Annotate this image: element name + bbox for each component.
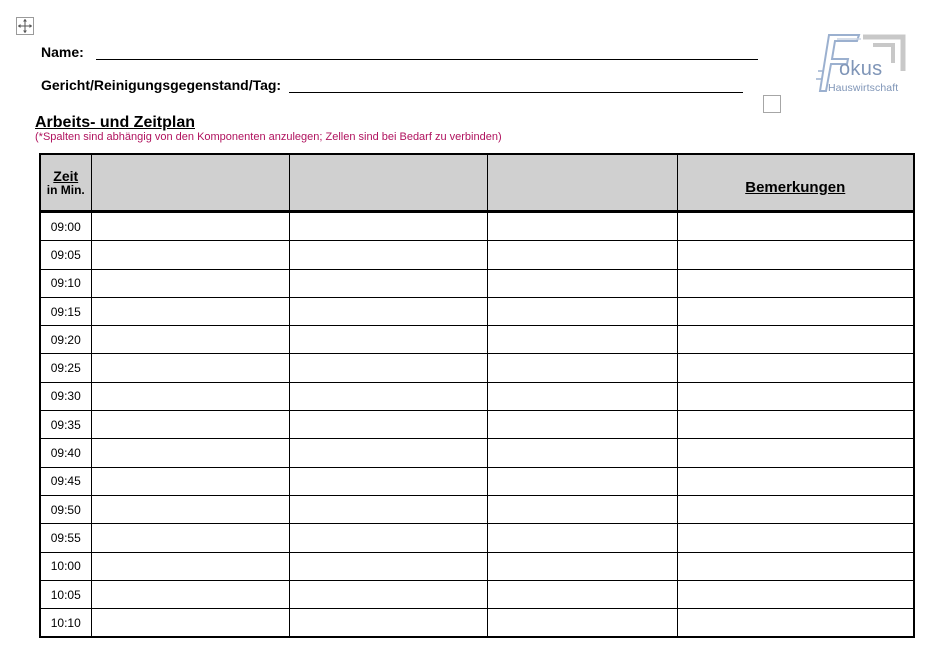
gericht-field-row: [41, 77, 743, 93]
table-header-row: [40, 154, 914, 212]
task-cell[interactable]: [487, 495, 677, 523]
table-row: [40, 212, 914, 241]
remarks-cell[interactable]: [677, 354, 914, 382]
header-zeit-sub: in Min.: [46, 182, 85, 197]
table-row: [40, 467, 914, 495]
task-cell[interactable]: [91, 354, 289, 382]
task-cell[interactable]: [289, 297, 487, 325]
name-field-row: [41, 44, 758, 60]
checkbox-placeholder[interactable]: [763, 95, 781, 113]
task-cell[interactable]: [487, 467, 677, 495]
schedule-table: [39, 153, 915, 638]
task-cell[interactable]: [487, 439, 677, 467]
table-row: [40, 269, 914, 297]
time-cell: 10:05: [40, 580, 91, 608]
remarks-cell[interactable]: [677, 326, 914, 354]
time-cell: 09:45: [40, 467, 91, 495]
time-cell: 09:25: [40, 354, 91, 382]
task-cell[interactable]: [91, 212, 289, 241]
header-zeit-title: Zeit: [53, 167, 79, 184]
task-cell[interactable]: [289, 524, 487, 552]
time-cell: 09:30: [40, 382, 91, 410]
task-cell[interactable]: [289, 354, 487, 382]
task-cell[interactable]: [289, 212, 487, 241]
time-cell: 09:20: [40, 326, 91, 354]
task-cell[interactable]: [289, 241, 487, 269]
task-cell[interactable]: [91, 326, 289, 354]
task-cell[interactable]: [91, 439, 289, 467]
time-cell: 09:00: [40, 212, 91, 241]
task-cell[interactable]: [289, 609, 487, 638]
task-cell[interactable]: [487, 354, 677, 382]
task-cell[interactable]: [487, 241, 677, 269]
remarks-cell[interactable]: [677, 411, 914, 439]
section-note: (*Spalten sind abhängig von den Komponenten anzulegen; Zellen sind bei Bedarf zu verbinden): [35, 131, 502, 143]
task-cell[interactable]: [487, 609, 677, 638]
remarks-cell[interactable]: [677, 297, 914, 325]
task-cell[interactable]: [289, 411, 487, 439]
table-row: [40, 495, 914, 523]
gericht-label: Gericht/Reinigungsgegenstand/Tag:: [41, 77, 282, 93]
remarks-cell[interactable]: [677, 467, 914, 495]
task-cell[interactable]: [289, 580, 487, 608]
task-cell[interactable]: [91, 382, 289, 410]
time-cell: 09:15: [40, 297, 91, 325]
header-col-2[interactable]: [91, 154, 289, 212]
remarks-cell[interactable]: [677, 609, 914, 638]
header-col-4[interactable]: [487, 154, 677, 212]
time-cell: 10:00: [40, 552, 91, 580]
table-row: [40, 609, 914, 638]
task-cell[interactable]: [487, 382, 677, 410]
task-cell[interactable]: [91, 411, 289, 439]
remarks-cell[interactable]: [677, 212, 914, 241]
task-cell[interactable]: [91, 552, 289, 580]
time-cell: 09:50: [40, 495, 91, 523]
remarks-cell[interactable]: [677, 580, 914, 608]
name-label: Name:: [41, 44, 84, 60]
task-cell[interactable]: [91, 524, 289, 552]
remarks-cell[interactable]: [677, 524, 914, 552]
remarks-cell[interactable]: [677, 241, 914, 269]
task-cell[interactable]: [289, 495, 487, 523]
task-cell[interactable]: [289, 382, 487, 410]
time-cell: 09:35: [40, 411, 91, 439]
task-cell[interactable]: [289, 467, 487, 495]
remarks-cell[interactable]: [677, 495, 914, 523]
table-row: [40, 439, 914, 467]
task-cell[interactable]: [91, 297, 289, 325]
task-cell[interactable]: [91, 609, 289, 638]
task-cell[interactable]: [487, 524, 677, 552]
task-cell[interactable]: [289, 269, 487, 297]
task-cell[interactable]: [487, 411, 677, 439]
task-cell[interactable]: [289, 552, 487, 580]
table-row: [40, 297, 914, 325]
logo-word: okus: [839, 58, 883, 80]
task-cell[interactable]: [487, 269, 677, 297]
table-row: [40, 411, 914, 439]
task-cell[interactable]: [91, 495, 289, 523]
header-col-3[interactable]: [289, 154, 487, 212]
remarks-cell[interactable]: [677, 439, 914, 467]
section-title: Arbeits- und Zeitplan: [35, 114, 195, 131]
time-cell: 10:10: [40, 609, 91, 638]
remarks-cell[interactable]: [677, 269, 914, 297]
table-row: [40, 524, 914, 552]
name-input-line[interactable]: [96, 45, 758, 60]
header-zeit: [40, 154, 91, 212]
remarks-cell[interactable]: [677, 382, 914, 410]
task-cell[interactable]: [289, 439, 487, 467]
task-cell[interactable]: [487, 326, 677, 354]
table-body: [40, 212, 914, 638]
table-row: [40, 354, 914, 382]
task-cell[interactable]: [91, 241, 289, 269]
task-cell[interactable]: [91, 580, 289, 608]
task-cell[interactable]: [487, 297, 677, 325]
task-cell[interactable]: [487, 580, 677, 608]
table-row: [40, 580, 914, 608]
task-cell[interactable]: [289, 326, 487, 354]
task-cell[interactable]: [487, 212, 677, 241]
time-cell: 09:05: [40, 241, 91, 269]
table-row: [40, 241, 914, 269]
time-cell: 09:10: [40, 269, 91, 297]
remarks-cell[interactable]: [677, 552, 914, 580]
time-cell: 09:55: [40, 524, 91, 552]
task-cell[interactable]: [91, 467, 289, 495]
logo-subtitle: Hauswirtschaft: [828, 82, 899, 94]
time-cell: 09:40: [40, 439, 91, 467]
task-cell[interactable]: [91, 269, 289, 297]
table-row: [40, 326, 914, 354]
header-bemerkungen: Bemerkungen: [677, 154, 914, 212]
gericht-input-line[interactable]: [289, 78, 743, 93]
table-move-handle-icon[interactable]: [16, 17, 34, 35]
table-row: [40, 382, 914, 410]
task-cell[interactable]: [487, 552, 677, 580]
table-row: [40, 552, 914, 580]
